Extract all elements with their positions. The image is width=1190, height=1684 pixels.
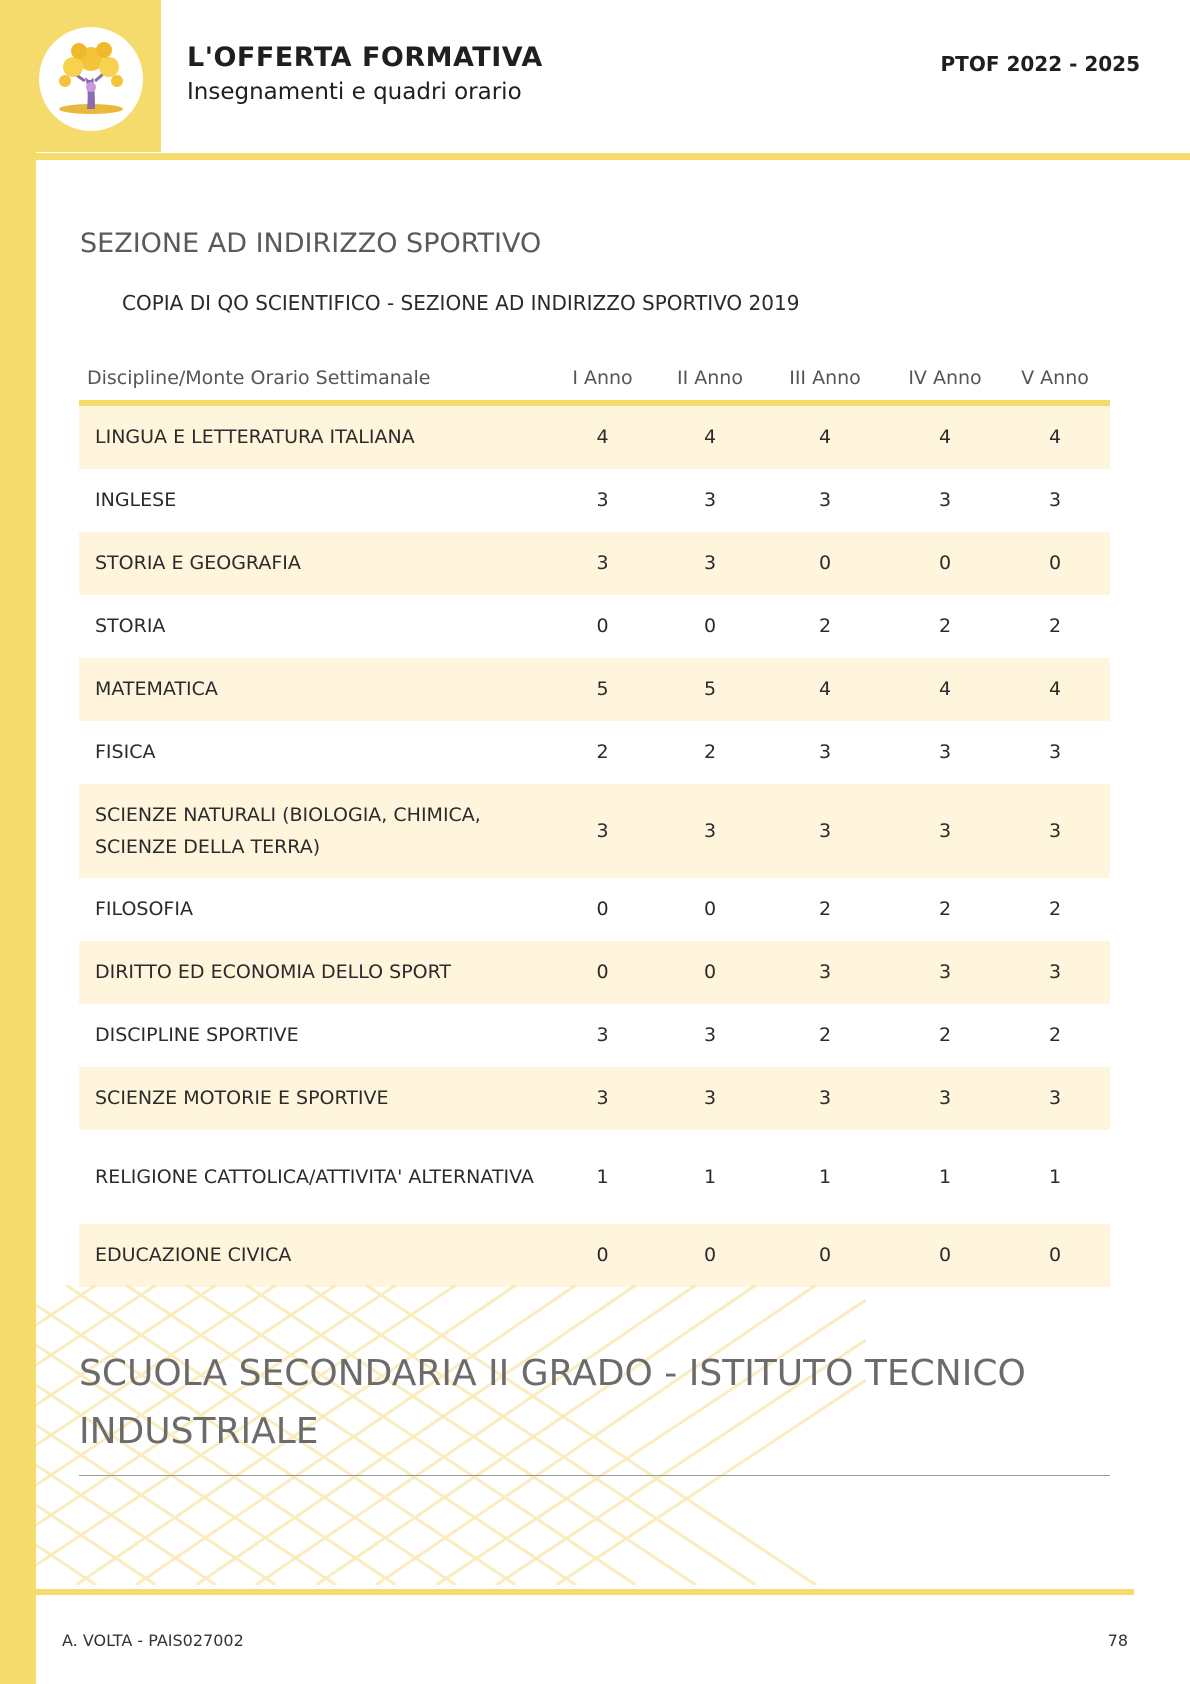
hours-cell: 2 bbox=[818, 1024, 832, 1047]
hours-cell: 1 bbox=[938, 1165, 952, 1188]
subject-name: DIRITTO ED ECONOMIA DELLO SPORT bbox=[79, 941, 545, 1004]
hours-cell: 3 bbox=[1000, 941, 1110, 1004]
subject-name: MATEMATICA bbox=[79, 658, 545, 721]
page-number: 78 bbox=[1107, 1631, 1128, 1650]
subject-name: EDUCAZIONE CIVICA bbox=[79, 1224, 545, 1287]
hours-cell: 3 bbox=[1048, 489, 1062, 512]
footer-divider bbox=[36, 1589, 1134, 1595]
hours-cell: 3 bbox=[890, 1067, 1000, 1130]
subject-name: STORIA E GEOGRAFIA bbox=[79, 532, 545, 595]
hours-cell: 3 bbox=[760, 1067, 890, 1130]
table-row bbox=[79, 403, 1110, 469]
hours-cell: 0 bbox=[1000, 532, 1110, 595]
hours-cell: 3 bbox=[703, 489, 717, 512]
hours-cell: 0 bbox=[703, 615, 717, 638]
hours-cell: 2 bbox=[938, 615, 952, 638]
hours-cell: 0 bbox=[703, 898, 717, 921]
hours-cell: 5 bbox=[660, 658, 760, 721]
hours-cell: 1 bbox=[818, 1165, 832, 1188]
table-row bbox=[79, 532, 1110, 595]
hours-cell: 4 bbox=[760, 658, 890, 721]
table-row bbox=[79, 595, 1110, 658]
hours-cell: 3 bbox=[545, 532, 660, 595]
hours-cell: 3 bbox=[1000, 784, 1110, 878]
ptof-label: PTOF 2022 - 2025 bbox=[940, 52, 1140, 76]
column-header-year-5: V Anno bbox=[1000, 356, 1110, 403]
hours-cell: 2 bbox=[818, 615, 832, 638]
hours-cell: 2 bbox=[1048, 1024, 1062, 1047]
hours-cell: 3 bbox=[760, 941, 890, 1004]
hours-cell: 2 bbox=[938, 898, 952, 921]
left-accent-band bbox=[0, 0, 36, 1684]
hours-cell: 5 bbox=[545, 658, 660, 721]
subject-name: FISICA bbox=[95, 741, 156, 764]
table-row bbox=[79, 469, 1110, 532]
hours-cell: 4 bbox=[890, 658, 1000, 721]
hours-cell: 2 bbox=[1048, 898, 1062, 921]
weekly-hours-table bbox=[79, 356, 1110, 1287]
table-row bbox=[79, 878, 1110, 941]
school-section-heading: SCUOLA SECONDARIA II GRADO - ISTITUTO TECNICO INDUSTRIALE bbox=[79, 1353, 1026, 1452]
hours-cell: 0 bbox=[660, 1224, 760, 1287]
table-row bbox=[79, 1067, 1110, 1130]
subject-name: LINGUA E LETTERATURA ITALIANA bbox=[79, 403, 545, 469]
hours-cell: 2 bbox=[703, 741, 717, 764]
column-header-year-3: III Anno bbox=[760, 356, 890, 403]
subject-name: SCIENZE NATURALI (BIOLOGIA, CHIMICA, SCIENZE DELLA TERRA) bbox=[79, 784, 545, 878]
hours-cell: 3 bbox=[660, 532, 760, 595]
subject-name: FILOSOFIA bbox=[95, 898, 193, 921]
tree-logo-icon bbox=[51, 37, 131, 121]
hours-cell: 3 bbox=[545, 784, 660, 878]
hours-cell: 3 bbox=[660, 784, 760, 878]
hours-cell: 3 bbox=[938, 741, 952, 764]
hours-cell: 3 bbox=[890, 784, 1000, 878]
hours-cell: 3 bbox=[596, 1024, 609, 1047]
table-row bbox=[79, 658, 1110, 721]
hours-cell: 3 bbox=[890, 941, 1000, 1004]
hours-cell: 0 bbox=[760, 532, 890, 595]
column-header-year-4: IV Anno bbox=[890, 356, 1000, 403]
subject-name: STORIA bbox=[95, 615, 166, 638]
subject-name: DISCIPLINE SPORTIVE bbox=[95, 1024, 299, 1047]
hours-cell: 3 bbox=[660, 1067, 760, 1130]
column-header-discipline: Discipline/Monte Orario Settimanale bbox=[79, 356, 545, 403]
table-row bbox=[79, 721, 1110, 784]
hours-cell: 3 bbox=[1000, 1067, 1110, 1130]
hours-cell: 2 bbox=[818, 898, 832, 921]
subject-name: SCIENZE MOTORIE E SPORTIVE bbox=[79, 1067, 545, 1130]
header-subtitle: Insegnamenti e quadri orario bbox=[187, 79, 522, 105]
hours-cell: 0 bbox=[890, 532, 1000, 595]
footer-school-code: A. VOLTA - PAIS027002 bbox=[62, 1631, 244, 1650]
hours-cell: 4 bbox=[1000, 403, 1110, 469]
table-row bbox=[79, 1224, 1110, 1287]
header-divider bbox=[36, 153, 1190, 160]
table-row bbox=[79, 1004, 1110, 1067]
section-title: SEZIONE AD INDIRIZZO SPORTIVO bbox=[80, 228, 542, 259]
hours-cell: 1 bbox=[596, 1165, 609, 1188]
header-title: L'OFFERTA FORMATIVA bbox=[187, 42, 543, 73]
hours-cell: 4 bbox=[545, 403, 660, 469]
hours-cell: 0 bbox=[545, 1224, 660, 1287]
hours-cell: 0 bbox=[660, 941, 760, 1004]
hours-cell: 0 bbox=[545, 941, 660, 1004]
hours-cell: 0 bbox=[760, 1224, 890, 1287]
hours-cell: 1 bbox=[1048, 1165, 1062, 1188]
hours-cell: 3 bbox=[938, 489, 952, 512]
table-row bbox=[79, 941, 1110, 1004]
hours-cell: 2 bbox=[1048, 615, 1062, 638]
heading-divider bbox=[79, 1475, 1110, 1476]
hours-cell: 3 bbox=[1048, 741, 1062, 764]
hours-cell: 4 bbox=[890, 403, 1000, 469]
hours-cell: 0 bbox=[890, 1224, 1000, 1287]
hours-cell: 2 bbox=[596, 741, 609, 764]
hours-cell: 4 bbox=[660, 403, 760, 469]
table-caption: COPIA DI QO SCIENTIFICO - SEZIONE AD INDIRIZZO SPORTIVO 2019 bbox=[122, 291, 800, 315]
hours-cell: 3 bbox=[760, 784, 890, 878]
subject-name: INGLESE bbox=[95, 489, 177, 512]
hours-cell: 0 bbox=[596, 615, 609, 638]
hours-cell: 0 bbox=[1000, 1224, 1110, 1287]
hours-cell: 0 bbox=[596, 898, 609, 921]
column-header-year-2: II Anno bbox=[660, 356, 760, 403]
hours-cell: 3 bbox=[818, 489, 832, 512]
school-logo bbox=[39, 27, 143, 131]
hours-cell: 2 bbox=[938, 1024, 952, 1047]
hours-cell: 4 bbox=[760, 403, 890, 469]
hours-cell: 3 bbox=[818, 741, 832, 764]
hours-cell: 3 bbox=[596, 489, 609, 512]
hours-cell: 3 bbox=[703, 1024, 717, 1047]
column-header-year-1: I Anno bbox=[545, 356, 660, 403]
subject-name: RELIGIONE CATTOLICA/ATTIVITA' ALTERNATIVA bbox=[95, 1165, 534, 1188]
table-header-row bbox=[79, 356, 1110, 403]
table-row bbox=[79, 1130, 1110, 1224]
table-row bbox=[79, 784, 1110, 878]
hours-cell: 3 bbox=[545, 1067, 660, 1130]
hours-cell: 1 bbox=[703, 1165, 717, 1188]
hours-cell: 4 bbox=[1000, 658, 1110, 721]
